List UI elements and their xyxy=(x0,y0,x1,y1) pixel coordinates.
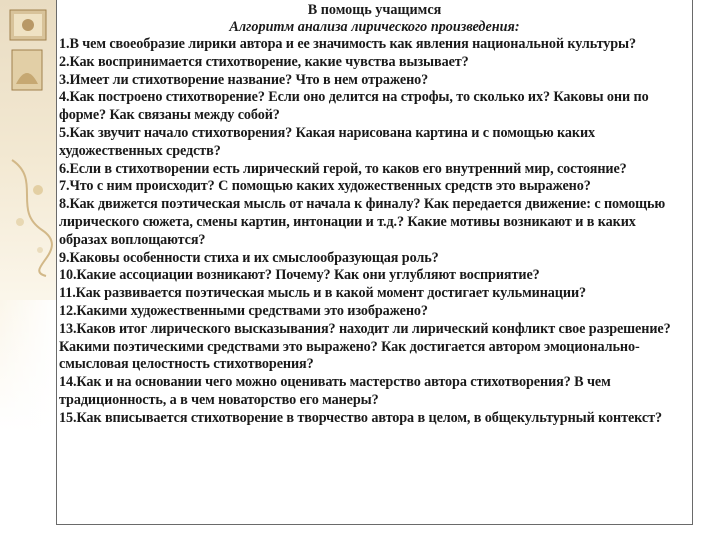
list-item: 13.Каков итог лирического высказывания? находит ли лирический конфликт свое разрешение? Какими поэтическими средствами это выражено? Как достигается автором эмоционально-смысловая целостность стихотворения? xyxy=(59,320,671,373)
question-list xyxy=(57,36,692,428)
page-heading: В помощь учащимся xyxy=(307,2,442,18)
list-item: 10.Какие ассоциации возникают? Почему? Как они углубляют восприятие? xyxy=(59,267,540,284)
list-item: 11.Как развивается поэтическая мысль и в какой момент достигает кульминации? xyxy=(59,285,587,302)
list-item: 12.Какими художественными средствами это изображено? xyxy=(59,302,428,319)
list-item: 5.Как звучит начало стихотворения? Какая нарисована картина и с помощью каких художественных средств? xyxy=(59,124,596,159)
side-panel-fade xyxy=(0,300,58,540)
list-item: 9.Каковы особенности стиха и их смыслообразующая роль? xyxy=(59,249,439,266)
list-item: 1.В чем своеобразие лирики автора и ее значимость как явления национальной культуры? xyxy=(59,36,637,52)
list-item: 2.Как воспринимается стихотворение, какие чувства вызывает? xyxy=(59,53,469,70)
list-item: 3.Имеет ли стихотворение название? Что в нем отражено? xyxy=(59,71,429,88)
list-item: 7.Что с ним происходит? С помощью каких художественных средств это выражено? xyxy=(59,178,591,195)
floral-ornament-icon xyxy=(2,150,56,280)
list-item: 14.Как и на основании чего можно оценивать мастерство автора стихотворения? В чем традиционность, а в чем новаторство его манеры? xyxy=(59,374,611,408)
list-item: 15.Как вписывается стихотворение в творчество автора в целом, в общекультурный контекст? xyxy=(59,409,662,426)
list-item: 8.Как движется поэтическая мысль от начала к финалу? Как передается движение: с помощью лирического сюжета, смены картин, интонации и т.д.? Какие мотивы возникают и в каких образах воплощаются? xyxy=(59,196,666,248)
list-item: 4.Как построено стихотворение? Если оно делится на строфы, то сколько их? Каковы они по форме? Как связаны между собой? xyxy=(59,89,649,124)
page-subheading: Алгоритм анализа лирического произведения: xyxy=(229,19,520,35)
document-frame xyxy=(56,0,693,525)
vintage-photo-ornament-icon xyxy=(4,6,52,102)
list-item: 6.Если в стихотворении есть лирический герой, то каков его внутренний мир, состояние? xyxy=(59,160,627,177)
